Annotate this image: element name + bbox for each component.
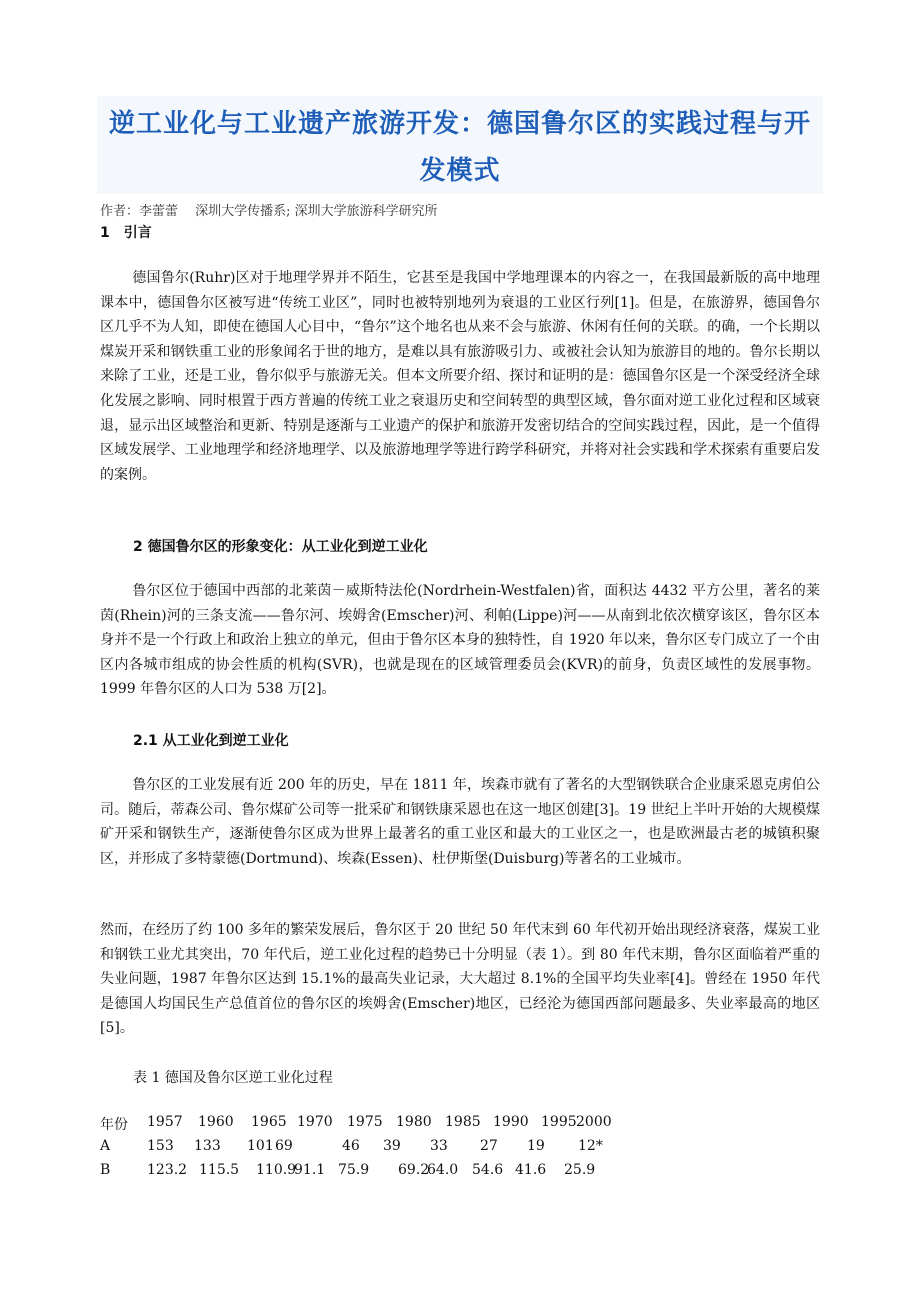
table-cell: 64.0: [427, 1162, 459, 1178]
table-cell: B: [100, 1162, 111, 1178]
table-header-cell: 1980: [396, 1114, 432, 1130]
table-header-cell: 1957: [147, 1114, 183, 1130]
section-2-heading: 2 德国鲁尔区的形象变化：从工业化到逆工业化: [133, 539, 428, 555]
table-cell: 12*: [578, 1138, 603, 1154]
article-title-line-2: 发模式: [419, 156, 501, 186]
table-cell: 33: [430, 1138, 448, 1154]
table-cell: 54.6: [472, 1162, 504, 1178]
table-header-cell: 1985: [445, 1114, 481, 1130]
table-header-cell: 1995: [541, 1114, 577, 1130]
table-header-cell: 1970: [297, 1114, 333, 1130]
table-header-cell: 1990: [493, 1114, 529, 1130]
table-cell: 75.9: [338, 1162, 370, 1178]
table-cell: 69: [275, 1138, 293, 1154]
table-header-cell: 1965: [251, 1114, 287, 1130]
table-cell: 41.6: [515, 1162, 547, 1178]
table-cell: 69.2: [398, 1162, 430, 1178]
section-2-1-paragraph-2: 然而，在经历了约 100 多年的繁荣发展后，鲁尔区于 20 世纪 50 年代末到 60 年代初开始出现经济衰落，煤炭工业和钢铁工业尤其突出，70 年代后，逆工业化过程的趋势已十分明显（表 1）。到 80 年代末期，鲁尔区面临着严重的失业问题，1987 年鲁尔区达到 15.1%的最高失业记录，大大超过 8.1%的全国平均失业率[4]。曾经在 1950 年代是德国人均国民生产总值首位的鲁尔区的埃姆舍(Emscher)地区，已经沦为德国西部问题最多、失业率最高的地区[5]。: [100, 922, 820, 1037]
table-cell: 123.2: [147, 1162, 188, 1178]
table-cell: 27: [480, 1138, 498, 1154]
article-title-line-1: 逆工业化与工业遗产旅游开发：德国鲁尔区的实践过程与开: [108, 109, 811, 139]
table-cell: 46: [342, 1138, 360, 1154]
table-caption: 表 1 德国及鲁尔区逆工业化过程: [133, 1070, 333, 1086]
table-cell: 101: [247, 1138, 274, 1154]
section-2-1-paragraph-1: 鲁尔区的工业发展有近 200 年的历史，早在 1811 年，埃森市就有了著名的大型钢铁联合企业康采恩克虏伯公司。随后，蒂森公司、鲁尔煤矿公司等一批采矿和钢铁康采恩也在这一地区创建[3]。19 世纪上半叶开始的大规模煤矿开采和钢铁生产，逐渐使鲁尔区成为世界上最著名的重工业区和最大的工业区之一，也是欧洲最古老的城镇积聚区，并形成了多特蒙德(Dortmund)、埃森(Essen)、杜伊斯堡(Duisburg)等著名的工业城市。: [100, 777, 820, 867]
article-title: [97, 96, 823, 194]
section-1-paragraph: 德国鲁尔(Ruhr)区对于地理学界并不陌生，它甚至是我国中学地理课本的内容之一，在我国最新版的高中地理课本中，德国鲁尔区被写进“传统工业区”，同时也被特别地列为衰退的工业区行列[1]。但是，在旅游界，德国鲁尔区几乎不为人知，即使在德国人心目中，“鲁尔”这个地名也从来不会与旅游、休闲有任何的关联。的确，一个长期以煤炭开采和钢铁重工业的形象闻名于世的地方，是难以具有旅游吸引力、或被社会认知为旅游目的地的。鲁尔长期以来除了工业，还是工业，鲁尔似乎与旅游无关。但本文所要介绍、探讨和证明的是：德国鲁尔区是一个深受经济全球化发展之影响、同时根置于西方普遍的传统工业之衰退历史和空间转型的典型区域，鲁尔面对逆工业化过程和区域衰退，显示出区域整治和更新、特别是逐渐与工业遗产的保护和旅游开发密切结合的空间实践过程，因此，是一个值得区域发展学、工业地理学和经济地理学、以及旅游地理学等进行跨学科研究，并将对社会实践和学术探索有重要启发的案例。: [100, 270, 820, 483]
table-header-cell: 1960: [198, 1114, 234, 1130]
table-header-cell: 1975: [347, 1114, 383, 1130]
section-1-heading: 1 引言: [100, 225, 152, 241]
section-2-1-heading: 2.1 从工业化到逆工业化: [133, 733, 289, 749]
table-cell: 153: [147, 1138, 174, 1154]
section-2-paragraph: 鲁尔区位于德国中西部的北莱茵－威斯特法伦(Nordrhein-Westfalen)省，面积达 4432 平方公里，著名的莱茵(Rhein)河的三条支流——鲁尔河、埃姆舍(Emscher)河、利帕(Lippe)河——从南到北依次横穿该区，鲁尔区本身并不是一个行政上和政治上独立的单元，但由于鲁尔区本身的独特性，自 1920 年以来，鲁尔区专门成立了一个由区内各城市组成的协会性质的机构(SVR)，也就是现在的区域管理委员会(KVR)的前身，负责区域性的发展事物。1999 年鲁尔区的人口为 538 万[2]。: [100, 583, 820, 698]
table-cell: 115.5: [199, 1162, 240, 1178]
table-cell: 39: [383, 1138, 401, 1154]
table-cell: 133: [194, 1138, 221, 1154]
author-byline: 作者：李蕾蕾 深圳大学传播系; 深圳大学旅游科学研究所: [100, 204, 438, 219]
table-cell: 25.9: [564, 1162, 596, 1178]
table-cell: 110.9: [256, 1162, 297, 1178]
table-header-cell: 年份: [100, 1117, 128, 1133]
table-cell: 19: [527, 1138, 545, 1154]
table-cell: A: [100, 1138, 111, 1154]
table-header-cell: 2000: [576, 1114, 612, 1130]
table-cell: 91.1: [294, 1162, 326, 1178]
